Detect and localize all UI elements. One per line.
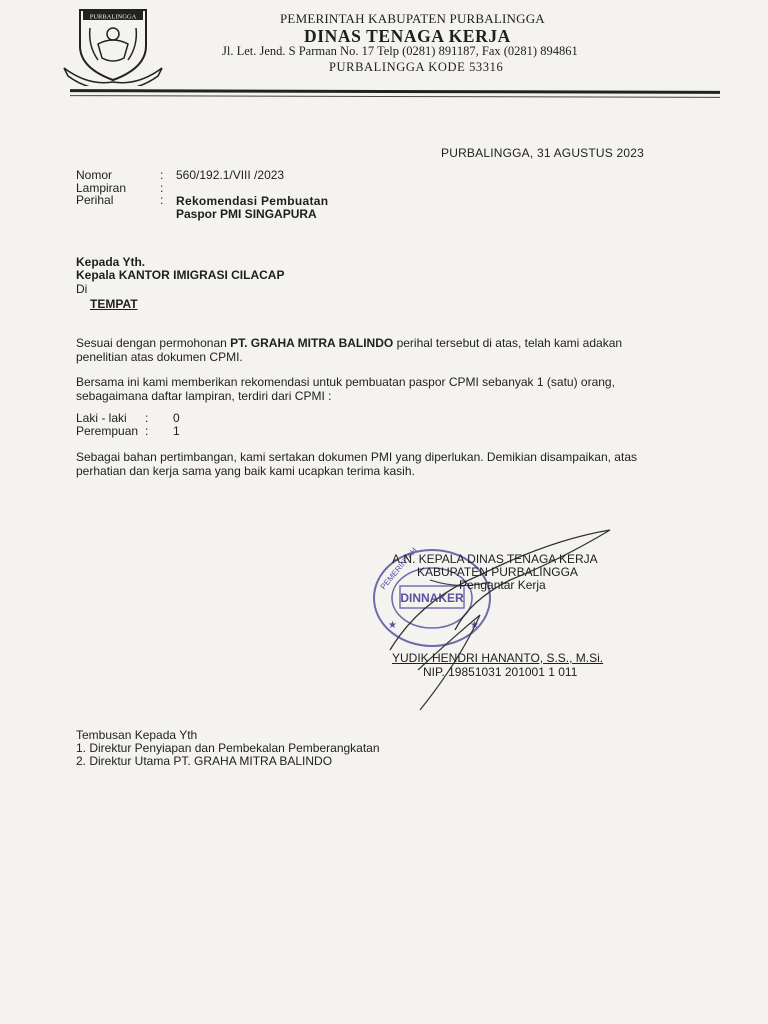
copies-title: Tembusan Kepada Yth bbox=[76, 728, 198, 742]
lampiran-label: Lampiran bbox=[76, 181, 127, 195]
paragraph-request bbox=[76, 336, 671, 364]
recipient-greeting: Kepada Yth. bbox=[76, 255, 146, 269]
signatory-name: YUDIK HENDRI HANANTO, S.S., M.Si. bbox=[392, 651, 604, 665]
male-value: 0 bbox=[173, 411, 180, 425]
paragraph-request-post: perihal tersebut di atas, telah kami adakan penelitian atas dokumen CPMI. bbox=[76, 336, 623, 364]
signature-on-behalf: A.N. KEPALA DINAS TENAGA KERJA bbox=[392, 552, 598, 566]
letter-date: PURBALINGGA, 31 AGUSTUS 2023 bbox=[441, 146, 645, 160]
stamp-ring-text: PEMERINTAH bbox=[378, 545, 419, 592]
male-label: Laki - laki bbox=[76, 411, 127, 425]
perihal-label: Perihal bbox=[76, 193, 114, 207]
perihal-colon: : bbox=[160, 193, 164, 207]
letterhead-government: PEMERINTAH KABUPATEN PURBALINGGA bbox=[280, 11, 545, 26]
lampiran-colon: : bbox=[160, 181, 164, 195]
paragraph-closing: Sebagai bahan pertimbangan, kami sertakan dokumen PMI yang diperlukan. Demikian disampaikan, atas perhatian dan kerja sama yang baik kami ucapkan terima kasih. bbox=[76, 450, 637, 478]
paragraph-request-pre: Sesuai dengan permohonan bbox=[76, 336, 231, 350]
male-colon: : bbox=[145, 411, 149, 425]
letterhead-city-postcode: PURBALINGGA KODE 53316 bbox=[329, 60, 504, 74]
female-colon: : bbox=[145, 424, 149, 438]
stamp-star-icon: ★ bbox=[470, 620, 479, 631]
recipient-place: TEMPAT bbox=[90, 297, 138, 311]
signature-regency: KABUPATEN PURBALINGGA bbox=[417, 565, 578, 579]
recipient-title: Kepala bbox=[76, 268, 119, 282]
perihal-value-line2: Paspor PMI SINGAPURA bbox=[176, 207, 317, 221]
letterhead-agency: DINAS TENAGA KERJA bbox=[304, 26, 511, 46]
company-name: PT. GRAHA MITRA BALINDO bbox=[230, 336, 394, 350]
copies-item: 2. Direktur Utama PT. GRAHA MITRA BALINDO bbox=[76, 754, 333, 768]
recipient-office: KANTOR IMIGRASI CILACAP bbox=[118, 268, 285, 282]
copies-item: 1. Direktur Penyiapan dan Pembekalan Pemberangkatan bbox=[76, 741, 380, 755]
letterhead-address: Jl. Let. Jend. S Parman No. 17 Telp (0281) 891187, Fax (0281) 894861 bbox=[222, 44, 578, 58]
letterhead-divider-thin bbox=[70, 95, 720, 98]
recipient-line bbox=[76, 268, 284, 282]
nomor-value: 560/192.1/VIII /2023 bbox=[176, 168, 285, 182]
stamp-star-icon: ★ bbox=[388, 620, 397, 631]
signatory-nip: NIP. 19851031 201001 1 011 bbox=[423, 665, 578, 679]
stamp-center-text: DINNAKER bbox=[400, 591, 464, 605]
nomor-colon: : bbox=[160, 168, 164, 182]
regency-emblem-icon bbox=[58, 6, 168, 86]
perihal-value-line1: Rekomendasi Pembuatan bbox=[176, 194, 329, 208]
letterhead-divider bbox=[70, 89, 720, 94]
nomor-label: Nomor bbox=[76, 168, 113, 182]
female-value: 1 bbox=[173, 424, 180, 438]
emblem-text: PURBALINGGA bbox=[89, 13, 137, 21]
signature-position: Pengantar Kerja bbox=[459, 578, 546, 592]
female-label: Perempuan bbox=[76, 424, 139, 438]
recipient-di: Di bbox=[76, 282, 88, 296]
paragraph-recommendation: Bersama ini kami memberikan rekomendasi untuk pembuatan paspor CPMI sebanyak 1 (satu) orang, sebagaimana daftar lampiran, terdiri dari CPMI : bbox=[76, 375, 615, 403]
